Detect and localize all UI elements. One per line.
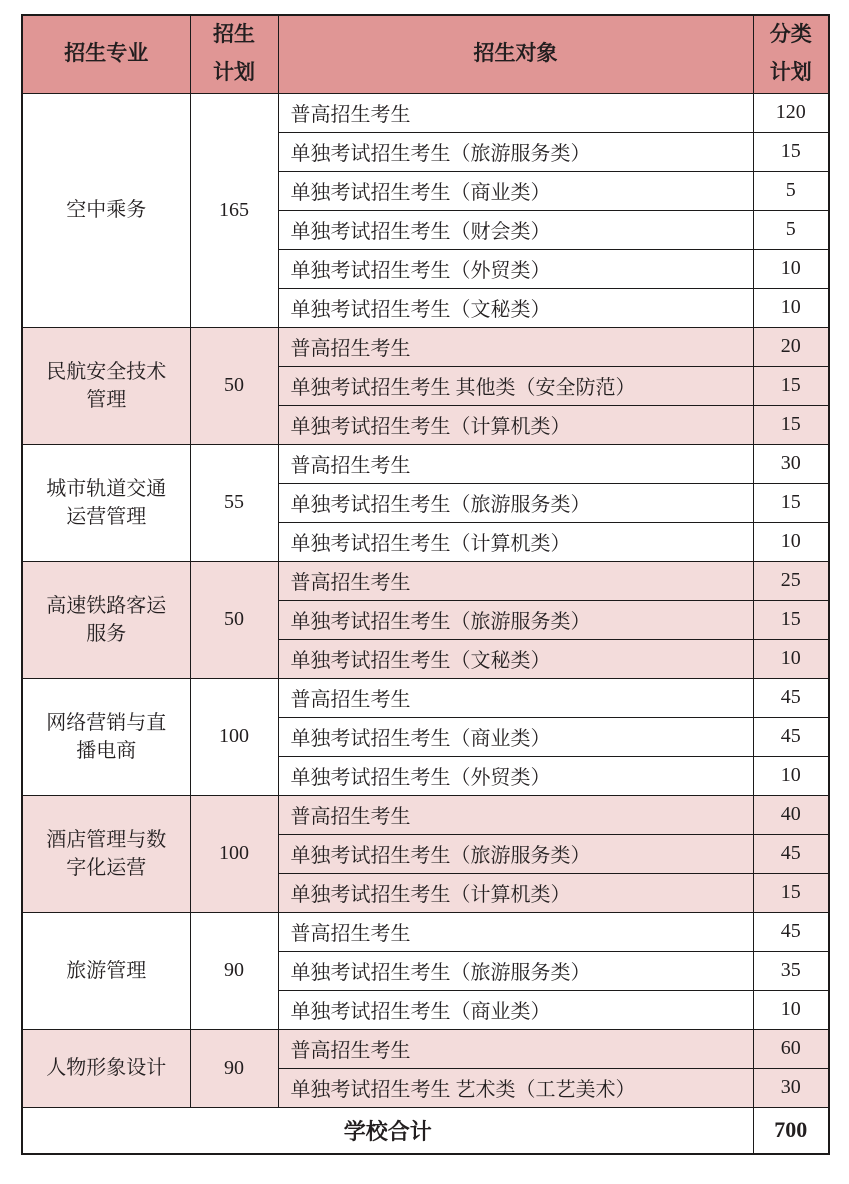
table-body [22,93,829,1107]
target-cell: 单独考试招生考生（文秘类） [278,288,753,327]
target-cell: 单独考试招生考生（外贸类） [278,249,753,288]
target-cell: 单独考试招生考生 其他类（安全防范） [278,366,753,405]
target-cell: 单独考试招生考生（外贸类） [278,756,753,795]
target-cell: 单独考试招生考生（商业类） [278,717,753,756]
count-cell: 45 [753,912,829,951]
target-cell: 普高招生考生 [278,795,753,834]
table-row [22,795,829,834]
target-cell: 单独考试招生考生（旅游服务类） [278,483,753,522]
target-cell: 普高招生考生 [278,444,753,483]
count-cell: 5 [753,210,829,249]
target-cell: 单独考试招生考生（计算机类） [278,873,753,912]
plan-cell: 55 [190,444,278,561]
count-cell: 10 [753,756,829,795]
major-cell: 民航安全技术管理 [22,327,190,444]
count-cell: 45 [753,717,829,756]
target-cell: 单独考试招生考生（财会类） [278,210,753,249]
count-cell: 15 [753,483,829,522]
plan-cell: 90 [190,912,278,1029]
target-cell: 普高招生考生 [278,1029,753,1068]
target-cell: 单独考试招生考生 艺术类（工艺美术） [278,1068,753,1107]
target-cell: 普高招生考生 [278,912,753,951]
major-cell: 人物形象设计 [22,1029,190,1107]
count-cell: 25 [753,561,829,600]
header-category: 分类计划 [753,15,829,93]
count-cell: 40 [753,795,829,834]
count-cell: 15 [753,405,829,444]
target-cell: 单独考试招生考生（计算机类） [278,405,753,444]
target-cell: 普高招生考生 [278,93,753,132]
table-row [22,912,829,951]
footer-total-cell: 700 [753,1107,829,1154]
plan-cell: 50 [190,561,278,678]
plan-cell: 90 [190,1029,278,1107]
target-cell: 单独考试招生考生（旅游服务类） [278,600,753,639]
target-cell: 普高招生考生 [278,327,753,366]
target-cell: 单独考试招生考生（计算机类） [278,522,753,561]
plan-cell: 50 [190,327,278,444]
count-cell: 10 [753,522,829,561]
count-cell: 15 [753,366,829,405]
header-plan: 招生计划 [190,15,278,93]
major-cell: 酒店管理与数字化运营 [22,795,190,912]
count-cell: 10 [753,288,829,327]
target-cell: 普高招生考生 [278,561,753,600]
target-cell: 单独考试招生考生（文秘类） [278,639,753,678]
target-cell: 单独考试招生考生（旅游服务类） [278,834,753,873]
table-row [22,1029,829,1068]
header-major: 招生专业 [22,15,190,93]
count-cell: 15 [753,132,829,171]
count-cell: 45 [753,834,829,873]
major-cell: 旅游管理 [22,912,190,1029]
count-cell: 10 [753,990,829,1029]
count-cell: 15 [753,873,829,912]
table-row [22,327,829,366]
target-cell: 普高招生考生 [278,678,753,717]
enrollment-plan-table [21,14,830,1155]
table-row [22,444,829,483]
table-row [22,561,829,600]
count-cell: 10 [753,639,829,678]
target-cell: 单独考试招生考生（旅游服务类） [278,132,753,171]
major-cell: 空中乘务 [22,93,190,327]
table-footer [22,1107,829,1154]
target-cell: 单独考试招生考生（旅游服务类） [278,951,753,990]
count-cell: 120 [753,93,829,132]
footer-row [22,1107,829,1154]
count-cell: 5 [753,171,829,210]
count-cell: 35 [753,951,829,990]
count-cell: 20 [753,327,829,366]
target-cell: 单独考试招生考生（商业类） [278,171,753,210]
count-cell: 30 [753,1068,829,1107]
footer-label-cell: 学校合计 [22,1107,753,1154]
plan-cell: 100 [190,795,278,912]
table-header [22,15,829,93]
plan-cell: 165 [190,93,278,327]
count-cell: 60 [753,1029,829,1068]
table-row [22,93,829,132]
count-cell: 45 [753,678,829,717]
target-cell: 单独考试招生考生（商业类） [278,990,753,1029]
header-target: 招生对象 [278,15,753,93]
count-cell: 10 [753,249,829,288]
major-cell: 城市轨道交通运营管理 [22,444,190,561]
header-row [22,15,829,93]
major-cell: 网络营销与直播电商 [22,678,190,795]
count-cell: 30 [753,444,829,483]
table-row [22,678,829,717]
major-cell: 高速铁路客运服务 [22,561,190,678]
count-cell: 15 [753,600,829,639]
plan-cell: 100 [190,678,278,795]
